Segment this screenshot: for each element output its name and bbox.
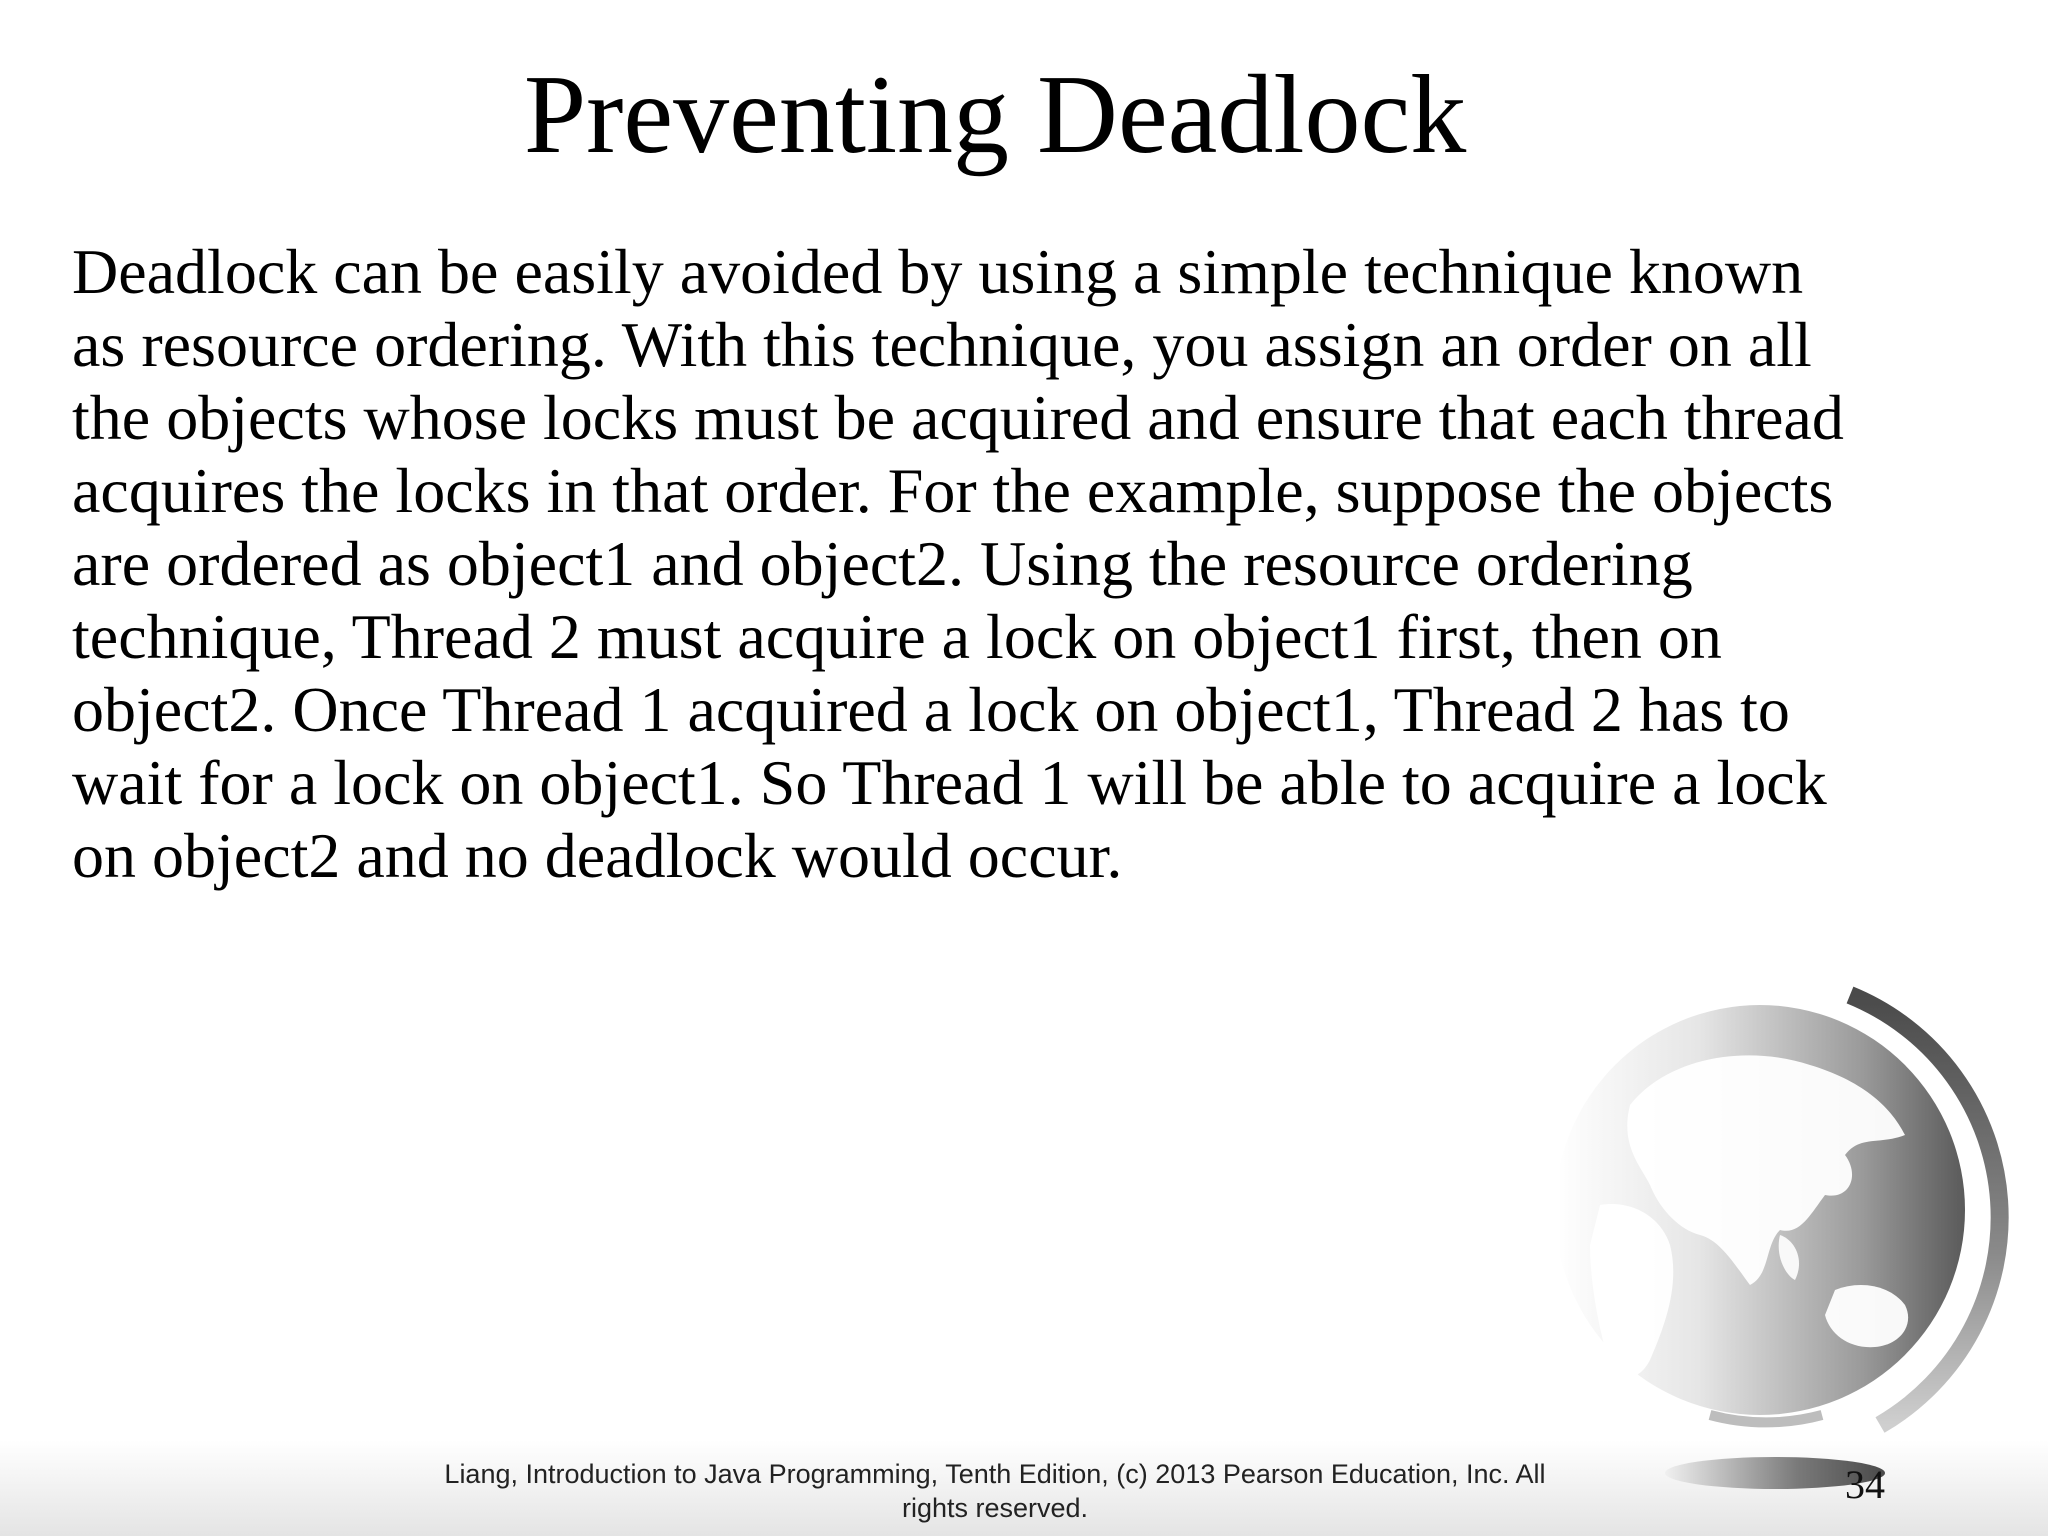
body-line: technique, Thread 2 must acquire a lock on object1 first, then on <box>72 601 1722 672</box>
body-line: on object2 and no deadlock would occur. <box>72 820 1123 891</box>
slide-title: Preventing Deadlock <box>523 53 1467 177</box>
body-line: acquires the locks in that order. For the example, suppose the objects <box>72 455 1834 526</box>
page-number: 34 <box>1845 1462 1885 1507</box>
globe-icon <box>1560 985 2040 1536</box>
body-line: Deadlock can be easily avoided by using a simple technique known <box>72 236 1804 307</box>
footer-citation <box>380 1457 1610 1525</box>
citation-line: Liang, Introduction to Java Programming, Tenth Edition, (c) 2013 Pearson Education, Inc. All <box>444 1459 1546 1489</box>
globe-ring-lower <box>1710 1415 1822 1422</box>
body-line: the objects whose locks must be acquired and ensure that each thread <box>72 382 1844 453</box>
body-line: wait for a lock on object1. So Thread 1 will be able to acquire a lock <box>72 747 1827 818</box>
body-line: object2. Once Thread 1 acquired a lock on object1, Thread 2 has to <box>72 674 1790 745</box>
body-line: as resource ordering. With this technique, you assign an order on all <box>72 309 1812 380</box>
slide-body <box>72 235 2002 892</box>
citation-line: rights reserved. <box>901 1493 1089 1523</box>
body-line: are ordered as object1 and object2. Using the resource ordering <box>72 528 1693 599</box>
